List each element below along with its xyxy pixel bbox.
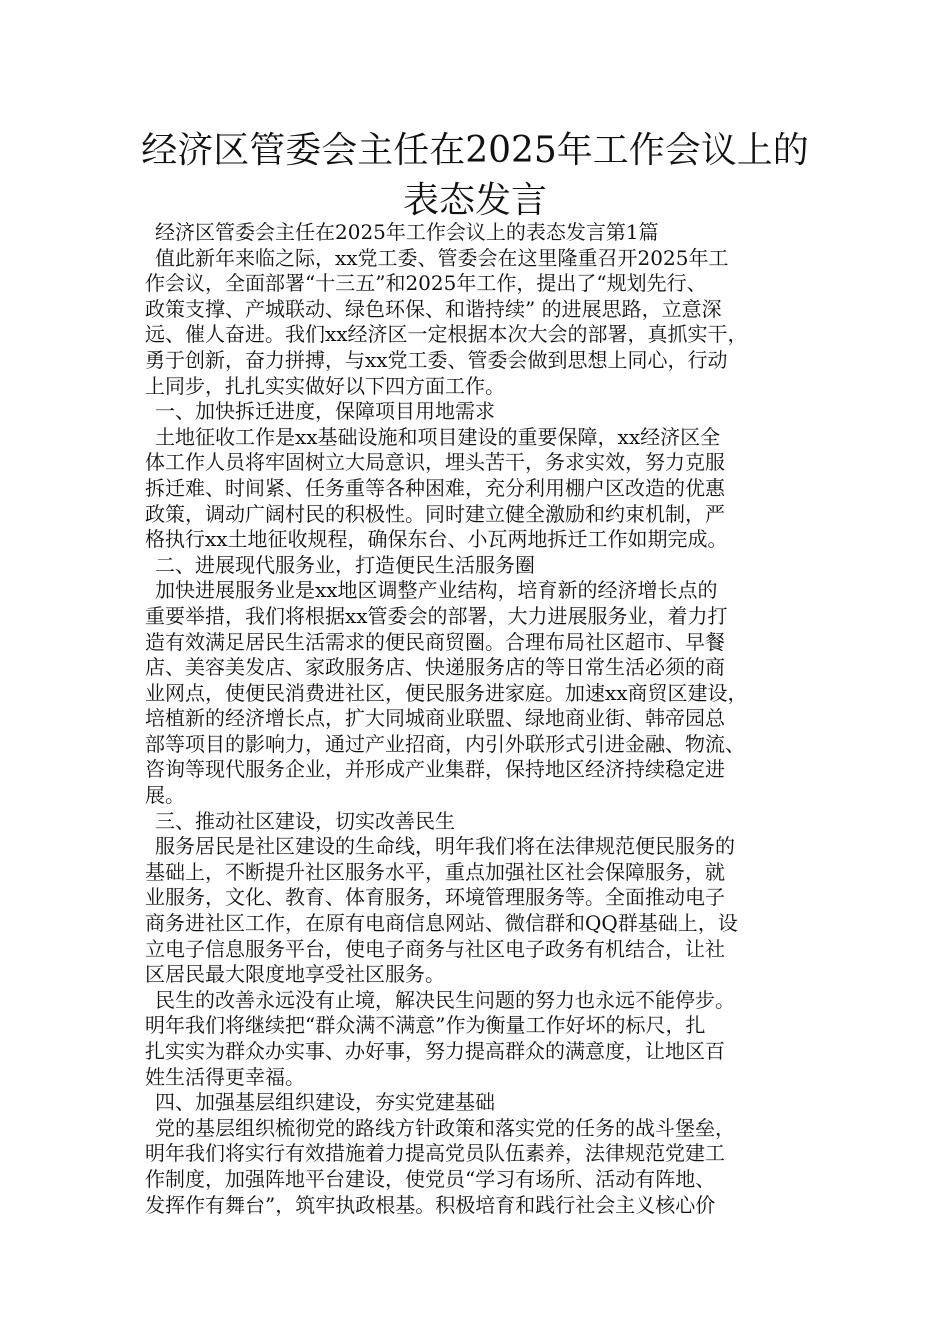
text-line: 值此新年来临之际，xx党工委、管委会在这里隆重召开2025年工 (155, 245, 729, 270)
text-line: 重要举措，我们将根据xx管委会的部署，大力进展服务业，着力打 (145, 603, 728, 628)
text-line: 服务居民是社区建设的生命线，明年我们将在法律规范便民服务的 (155, 834, 735, 859)
text-line: 四、加强基层组织建设，夯实党建基础 (155, 1090, 495, 1115)
text-line: 部等项目的影响力，通过产业招商，内引外联形式引进金融、物流、 (145, 731, 745, 756)
text-line: 勇于创新，奋力拼搏，与xx党工委、管委会做到思想上同心，行动 (145, 347, 728, 372)
title-line-1: 经济区管委会主任在2025年工作会议上的 (141, 130, 809, 171)
text-line: 加快进展服务业是xx地区调整产业结构，培育新的经济增长点的 (155, 578, 718, 603)
text-line: 政策支撑、产城联动、绿色环保、和谐持续” 的进展思路，立意深 (145, 296, 722, 321)
text-line: 明年我们将继续把“群众满不满意”作为衡量工作好坏的标尺，扎 (145, 1013, 706, 1038)
text-line: 咨询等现代服务企业，并形成产业集群，保持地区经济持续稳定进 (145, 757, 725, 782)
text-line: 扎实实为群众办实事、办好事，努力提高群众的满意度，让地区百 (145, 1039, 725, 1063)
text-line: 二、进展现代服务业，打造便民生活服务圈 (155, 552, 535, 577)
text-line: 展。 (145, 783, 185, 808)
text-line: 作制度，加强阵地平台建设，使党员“学习有场所、活动有阵地、 (145, 1166, 716, 1191)
text-line: 格执行xx土地征收规程，确保东台、小瓦两地拆迁工作如期完成。 (145, 527, 728, 552)
text-line: 造有效满足居民生活需求的便民商贸圈。合理布局社区超市、早餐 (145, 629, 725, 654)
text-line: 党的基层组织梳彻党的路线方针政策和落实党的任务的战斗堡垒， (155, 1115, 735, 1140)
text-line: 店、美容美发店、家政服务店、快递服务店的等日常生活必须的商 (145, 655, 725, 680)
text-line: 一、加快拆迁进度，保障项目用地需求 (155, 399, 495, 424)
text-line: 经济区管委会主任在2025年工作会议上的表态发言第1篇 (155, 220, 659, 244)
text-line: 业网点，使便民消费进社区，便民服务进家庭。加速xx商贸区建设， (145, 680, 748, 705)
text-line: 体工作人员将牢固树立大局意识，埋头苦干，务求实效，努力克服 (145, 450, 725, 475)
text-line: 明年我们将实行有效措施着力提高党员队伍素养，法律规范党建工 (145, 1141, 725, 1166)
text-line: 作会议，全面部署“十三五”和2025年工作，提出了“规划先行、 (145, 271, 707, 296)
text-line: 商务进社区工作，在原有电商信息网站、微信群和QQ群基础上，设 (145, 911, 738, 936)
text-line: 业服务，文化、教育、体育服务，环境管理服务等。全面推动电子 (145, 885, 725, 910)
text-line: 基础上，不断提升社区服务水平，重点加强社区社会保障服务，就 (145, 859, 725, 884)
text-line: 发挥作有舞台”，筑牢执政根基。积极培育和践行社会主义核心价 (145, 1192, 716, 1217)
text-line: 三、推动社区建设，切实改善民生 (155, 808, 455, 833)
text-line: 远、催人奋进。我们xx经济区一定根据本次大会的部署，真抓实干， (145, 322, 748, 347)
text-line: 土地征收工作是xx基础设施和项目建设的重要保障，xx经济区全 (155, 424, 721, 449)
text-line: 民生的改善永远没有止境，解决民生问题的努力也永远不能停步。 (155, 987, 735, 1012)
text-line: 政策，调动广阔村民的积极性。同时建立健全激励和约束机制，严 (145, 501, 725, 526)
title-line-2: 表态发言 (402, 180, 547, 221)
document-body (145, 220, 825, 1218)
text-line: 立电子信息服务平台，使电子商务与社区电子政务有机结合，让社 (145, 936, 725, 961)
text-line: 上同步，扎扎实实做好以下四方面工作。 (145, 373, 505, 398)
document-title (100, 126, 850, 226)
text-line: 拆迁难、时间紧、任务重等各种困难，充分利用棚户区改造的优惠 (145, 475, 725, 500)
text-line: 姓生活得更幸福。 (145, 1064, 305, 1089)
text-line: 培植新的经济增长点，扩大同城商业联盟、绿地商业街、韩帝园总 (145, 706, 725, 731)
text-line: 区居民最大限度地享受社区服务。 (145, 962, 445, 987)
